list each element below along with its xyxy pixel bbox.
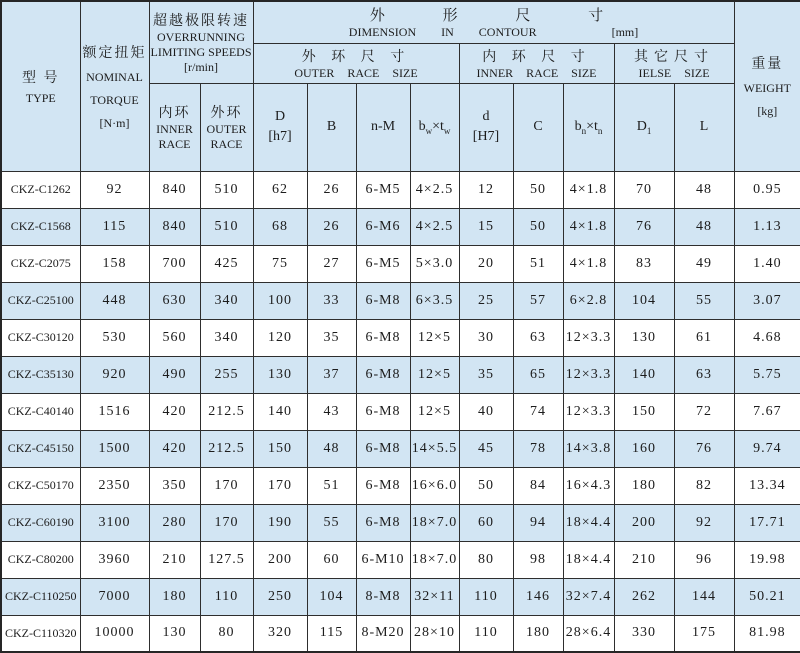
value-cell: 62 (253, 171, 307, 208)
header-weight-en: WEIGHT (743, 81, 791, 96)
header-overrunning-speeds (149, 1, 253, 83)
value-cell: 17.71 (734, 504, 800, 541)
value-cell: 16×4.3 (563, 467, 614, 504)
value-cell: 76 (674, 430, 734, 467)
value-cell: 51 (307, 467, 356, 504)
value-cell: 83 (614, 245, 674, 282)
value-cell: 6-M8 (356, 319, 410, 356)
value-cell: 75 (253, 245, 307, 282)
header-outer-race-zh: 外环 (210, 106, 243, 121)
value-cell: 92 (674, 504, 734, 541)
value-cell: 8-M20 (356, 615, 410, 652)
value-cell: 200 (614, 504, 674, 541)
value-cell: 340 (200, 319, 253, 356)
value-cell: 448 (80, 282, 149, 319)
value-cell: 63 (513, 319, 563, 356)
value-cell: 150 (614, 393, 674, 430)
value-cell: 18×7.0 (410, 541, 459, 578)
value-cell: 6-M8 (356, 393, 410, 430)
value-cell: 115 (307, 615, 356, 652)
header-outer-race-size-zh: 外 环 尺 寸 (301, 49, 411, 65)
header-outer-race-en2: RACE (210, 137, 243, 151)
value-cell: 350 (149, 467, 200, 504)
value-cell: 510 (200, 171, 253, 208)
value-cell: 50 (459, 467, 513, 504)
model-cell: CKZ-C110250 (1, 578, 80, 615)
value-cell: 340 (200, 282, 253, 319)
value-cell: 92 (80, 171, 149, 208)
value-cell: 210 (614, 541, 674, 578)
value-cell: 32×11 (410, 578, 459, 615)
value-cell: 12×5 (410, 356, 459, 393)
header-inner-race-size-zh: 内 环 尺 寸 (482, 49, 591, 65)
value-cell: 3100 (80, 504, 149, 541)
value-cell: 920 (80, 356, 149, 393)
model-cell: CKZ-C2075 (1, 245, 80, 282)
value-cell: 6-M10 (356, 541, 410, 578)
value-cell: 120 (253, 319, 307, 356)
value-cell: 76 (614, 208, 674, 245)
value-cell: 28×10 (410, 615, 459, 652)
value-cell: 6-M8 (356, 467, 410, 504)
value-cell: 50.21 (734, 578, 800, 615)
model-cell: CKZ-C1568 (1, 208, 80, 245)
value-cell: 94 (513, 504, 563, 541)
header-col-B: B (307, 83, 356, 171)
header-col-D1: $D_1$ (614, 83, 674, 171)
value-cell: 9.74 (734, 430, 800, 467)
value-cell: 78 (513, 430, 563, 467)
value-cell: 3.07 (734, 282, 800, 319)
header-torque-zh: 额定扭矩 (82, 45, 147, 61)
value-cell: 63 (674, 356, 734, 393)
value-cell: 33 (307, 282, 356, 319)
header-inner-race-size-en: INNER RACE SIZE (476, 65, 597, 80)
value-cell: 4×2.5 (410, 208, 459, 245)
value-cell: 26 (307, 208, 356, 245)
value-cell: 60 (307, 541, 356, 578)
table-body (1, 171, 800, 652)
value-cell: 110 (200, 578, 253, 615)
model-cell: CKZ-C1262 (1, 171, 80, 208)
value-cell: 2350 (80, 467, 149, 504)
header-overrunning-en1: OVERRUNNING (157, 29, 245, 44)
table-header (1, 1, 800, 171)
value-cell: 19.98 (734, 541, 800, 578)
value-cell: 13.34 (734, 467, 800, 504)
value-cell: 74 (513, 393, 563, 430)
header-col-C: C (513, 83, 563, 171)
header-overrunning-zh: 超越极限转速 (153, 13, 249, 29)
value-cell: 48 (674, 171, 734, 208)
header-overrunning-en2: LIMITING SPEEDS (150, 44, 252, 59)
header-col-d (459, 83, 513, 171)
model-cell: CKZ-C50170 (1, 467, 80, 504)
value-cell: 6-M8 (356, 356, 410, 393)
value-cell: 630 (149, 282, 200, 319)
value-cell: 12×5 (410, 393, 459, 430)
col-d-label: d (482, 109, 490, 124)
value-cell: 144 (674, 578, 734, 615)
value-cell: 98 (513, 541, 563, 578)
value-cell: 65 (513, 356, 563, 393)
value-cell: 330 (614, 615, 674, 652)
value-cell: 0.95 (734, 171, 800, 208)
value-cell: 6-M8 (356, 282, 410, 319)
value-cell: 840 (149, 208, 200, 245)
value-cell: 55 (674, 282, 734, 319)
value-cell: 425 (200, 245, 253, 282)
value-cell: 43 (307, 393, 356, 430)
model-cell: CKZ-C30120 (1, 319, 80, 356)
value-cell: 255 (200, 356, 253, 393)
value-cell: 18×4.4 (563, 504, 614, 541)
value-cell: 70 (614, 171, 674, 208)
col-d-tolerance: [H7] (472, 129, 500, 144)
value-cell: 4×1.8 (563, 245, 614, 282)
value-cell: 12×3.3 (563, 319, 614, 356)
value-cell: 3960 (80, 541, 149, 578)
value-cell: 82 (674, 467, 734, 504)
value-cell: 10000 (80, 615, 149, 652)
header-col-bw-tw: $b_w\times t_w$ (410, 83, 459, 171)
value-cell: 26 (307, 171, 356, 208)
value-cell: 140 (614, 356, 674, 393)
model-cell: CKZ-C110320 (1, 615, 80, 652)
value-cell: 104 (307, 578, 356, 615)
value-cell: 280 (149, 504, 200, 541)
table-row (1, 282, 800, 319)
header-torque-en2: TORQUE (90, 92, 139, 107)
value-cell: 55 (307, 504, 356, 541)
value-cell: 840 (149, 171, 200, 208)
value-cell: 12×5 (410, 319, 459, 356)
header-inner-race-en1: INNER (156, 122, 193, 136)
value-cell: 110 (459, 615, 513, 652)
header-col-D (253, 83, 307, 171)
value-cell: 200 (253, 541, 307, 578)
value-cell: 8-M8 (356, 578, 410, 615)
header-inner-race-size (459, 43, 614, 83)
col-D-tolerance: [h7] (268, 129, 292, 144)
value-cell: 130 (253, 356, 307, 393)
value-cell: 160 (614, 430, 674, 467)
value-cell: 320 (253, 615, 307, 652)
value-cell: 84 (513, 467, 563, 504)
value-cell: 170 (200, 504, 253, 541)
value-cell: 1.13 (734, 208, 800, 245)
value-cell: 48 (307, 430, 356, 467)
value-cell: 57 (513, 282, 563, 319)
table-row (1, 430, 800, 467)
value-cell: 6-M5 (356, 245, 410, 282)
table-row (1, 171, 800, 208)
header-outer-race-size-en: OUTER RACE SIZE (294, 65, 418, 80)
header-type (1, 1, 80, 171)
value-cell: 180 (513, 615, 563, 652)
table-row (1, 541, 800, 578)
header-dimension-in-contour (253, 1, 734, 43)
value-cell: 1516 (80, 393, 149, 430)
value-cell: 18×7.0 (410, 504, 459, 541)
value-cell: 100 (253, 282, 307, 319)
value-cell: 4.68 (734, 319, 800, 356)
value-cell: 30 (459, 319, 513, 356)
value-cell: 12×3.3 (563, 356, 614, 393)
model-cell: CKZ-C40140 (1, 393, 80, 430)
value-cell: 7000 (80, 578, 149, 615)
table-row (1, 208, 800, 245)
header-dimension-en: DIMENSION IN CONTOUR [mm] (348, 25, 639, 40)
value-cell: 104 (614, 282, 674, 319)
value-cell: 6-M8 (356, 430, 410, 467)
value-cell: 6-M6 (356, 208, 410, 245)
value-cell: 15 (459, 208, 513, 245)
value-cell: 560 (149, 319, 200, 356)
value-cell: 14×5.5 (410, 430, 459, 467)
value-cell: 130 (614, 319, 674, 356)
table-row (1, 319, 800, 356)
value-cell: 81.98 (734, 615, 800, 652)
header-torque-unit: [N·m] (99, 115, 130, 130)
table-row (1, 245, 800, 282)
value-cell: 20 (459, 245, 513, 282)
value-cell: 51 (513, 245, 563, 282)
table-row (1, 615, 800, 652)
header-type-zh: 型 号 (22, 70, 60, 86)
value-cell: 80 (200, 615, 253, 652)
header-type-en: TYPE (25, 90, 56, 105)
value-cell: 61 (674, 319, 734, 356)
value-cell: 420 (149, 393, 200, 430)
value-cell: 45 (459, 430, 513, 467)
header-col-bn-tn: $b_n\times t_n$ (563, 83, 614, 171)
header-col-L: L (674, 83, 734, 171)
value-cell: 4×2.5 (410, 171, 459, 208)
value-cell: 1.40 (734, 245, 800, 282)
header-overrunning-unit: [r/min] (184, 59, 218, 74)
value-cell: 115 (80, 208, 149, 245)
header-nominal-torque (80, 1, 149, 171)
header-dimension-zh: 外 形 尺 寸 (369, 8, 618, 25)
header-weight-unit: [kg] (757, 104, 778, 119)
value-cell: 48 (674, 208, 734, 245)
value-cell: 6×3.5 (410, 282, 459, 319)
value-cell: 170 (200, 467, 253, 504)
value-cell: 170 (253, 467, 307, 504)
value-cell: 40 (459, 393, 513, 430)
value-cell: 146 (513, 578, 563, 615)
value-cell: 6-M5 (356, 171, 410, 208)
value-cell: 4×1.8 (563, 171, 614, 208)
value-cell: 175 (674, 615, 734, 652)
value-cell: 5×3.0 (410, 245, 459, 282)
value-cell: 37 (307, 356, 356, 393)
header-weight (734, 1, 800, 171)
header-else-size-en: IELSE SIZE (638, 65, 710, 80)
model-cell: CKZ-C80200 (1, 541, 80, 578)
table-row (1, 467, 800, 504)
value-cell: 510 (200, 208, 253, 245)
header-dimension-unit: [mm] (611, 25, 639, 40)
value-cell: 250 (253, 578, 307, 615)
value-cell: 14×3.8 (563, 430, 614, 467)
header-outer-race-size (253, 43, 459, 83)
header-outer-race-en1: OUTER (206, 122, 247, 136)
value-cell: 50 (513, 171, 563, 208)
header-col-nM: n-M (356, 83, 410, 171)
col-D-label: D (274, 109, 286, 124)
table-row (1, 578, 800, 615)
value-cell: 180 (149, 578, 200, 615)
value-cell: 32×7.4 (563, 578, 614, 615)
value-cell: 420 (149, 430, 200, 467)
value-cell: 27 (307, 245, 356, 282)
table-row (1, 356, 800, 393)
value-cell: 35 (307, 319, 356, 356)
value-cell: 7.67 (734, 393, 800, 430)
value-cell: 50 (513, 208, 563, 245)
value-cell: 35 (459, 356, 513, 393)
header-outer-race (200, 83, 253, 171)
value-cell: 190 (253, 504, 307, 541)
value-cell: 4×1.8 (563, 208, 614, 245)
value-cell: 212.5 (200, 393, 253, 430)
model-cell: CKZ-C45150 (1, 430, 80, 467)
header-torque-en1: NOMINAL (86, 69, 143, 84)
value-cell: 5.75 (734, 356, 800, 393)
header-weight-zh: 重量 (751, 57, 784, 73)
value-cell: 158 (80, 245, 149, 282)
header-else-size (614, 43, 734, 83)
value-cell: 12×3.3 (563, 393, 614, 430)
value-cell: 80 (459, 541, 513, 578)
value-cell: 16×6.0 (410, 467, 459, 504)
value-cell: 140 (253, 393, 307, 430)
value-cell: 49 (674, 245, 734, 282)
value-cell: 6-M8 (356, 504, 410, 541)
value-cell: 130 (149, 615, 200, 652)
value-cell: 127.5 (200, 541, 253, 578)
header-inner-race-zh: 内环 (158, 106, 191, 121)
value-cell: 68 (253, 208, 307, 245)
header-else-size-zh: 其它尺寸 (634, 49, 715, 65)
value-cell: 1500 (80, 430, 149, 467)
model-cell: CKZ-C25100 (1, 282, 80, 319)
value-cell: 212.5 (200, 430, 253, 467)
value-cell: 96 (674, 541, 734, 578)
table-row (1, 504, 800, 541)
value-cell: 110 (459, 578, 513, 615)
value-cell: 150 (253, 430, 307, 467)
value-cell: 6×2.8 (563, 282, 614, 319)
value-cell: 12 (459, 171, 513, 208)
value-cell: 18×4.4 (563, 541, 614, 578)
header-inner-race-en2: RACE (158, 137, 191, 151)
value-cell: 490 (149, 356, 200, 393)
value-cell: 72 (674, 393, 734, 430)
value-cell: 530 (80, 319, 149, 356)
value-cell: 60 (459, 504, 513, 541)
value-cell: 700 (149, 245, 200, 282)
value-cell: 28×6.4 (563, 615, 614, 652)
value-cell: 262 (614, 578, 674, 615)
model-cell: CKZ-C60190 (1, 504, 80, 541)
value-cell: 210 (149, 541, 200, 578)
value-cell: 25 (459, 282, 513, 319)
value-cell: 180 (614, 467, 674, 504)
model-cell: CKZ-C35130 (1, 356, 80, 393)
header-inner-race (149, 83, 200, 171)
table-row (1, 393, 800, 430)
